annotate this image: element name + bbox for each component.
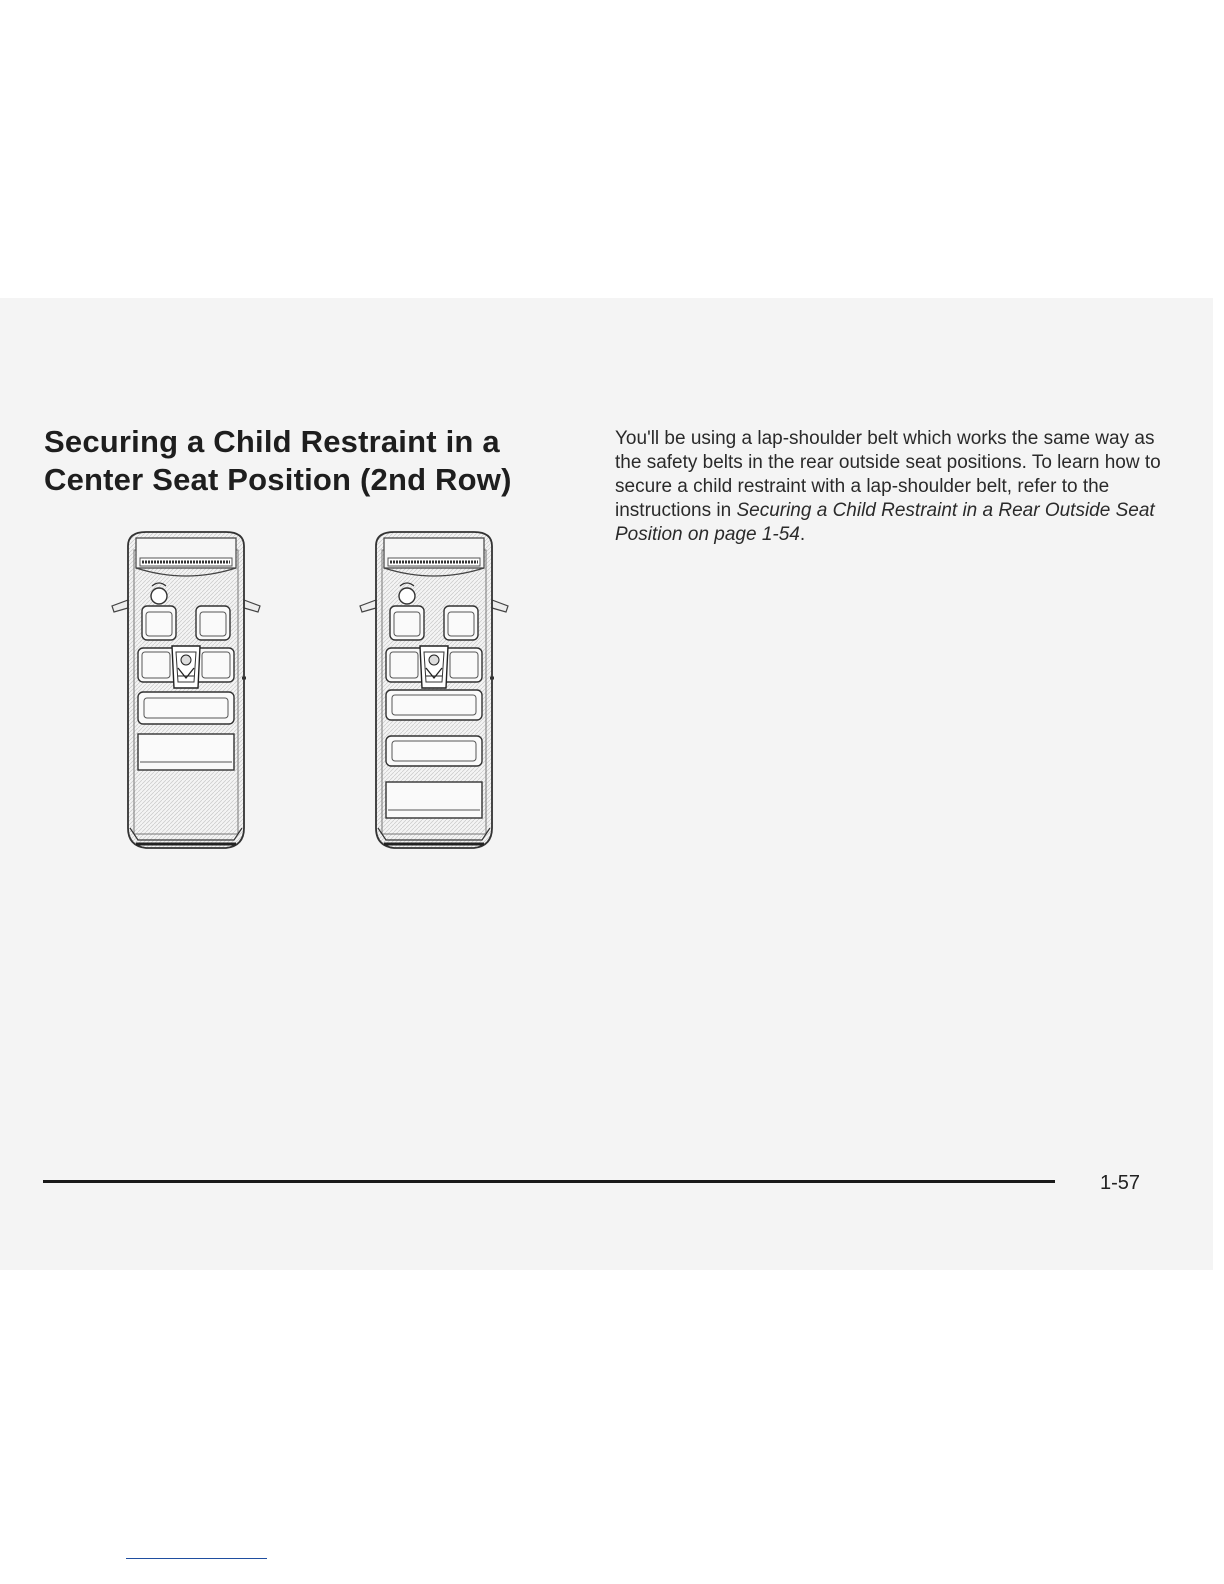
link-underline: [126, 1558, 267, 1559]
body-paragraph: [615, 427, 1165, 547]
page-number: 1-57: [1100, 1172, 1141, 1194]
child-restraint-icon: [172, 646, 200, 688]
cross-reference-title: Securing a Child Restraint in a Rear Outside Seat Position: [615, 500, 1155, 545]
cross-reference-page: on page 1-54: [687, 524, 800, 545]
section-title-line-1: Securing a Child Restraint in a: [44, 424, 500, 459]
child-restraint-icon: [420, 646, 448, 688]
second-row: [138, 646, 234, 688]
footer-rule: [43, 1180, 1055, 1183]
van-top-view-icon: [354, 528, 514, 854]
second-row: [386, 646, 482, 688]
van-top-view-icon: [106, 528, 266, 854]
body-end-punctuation: .: [799, 524, 806, 545]
section-title: [44, 423, 564, 499]
section-title-line-2: Center Seat Position (2nd Row): [44, 462, 512, 497]
body-text: You'll be using a lap-shoulder belt which works the same way as the safety belts in the rear outside seat positions. To learn how to secure a child restraint with a lap-shoulder belt, refer to the instructions in: [615, 428, 1161, 521]
